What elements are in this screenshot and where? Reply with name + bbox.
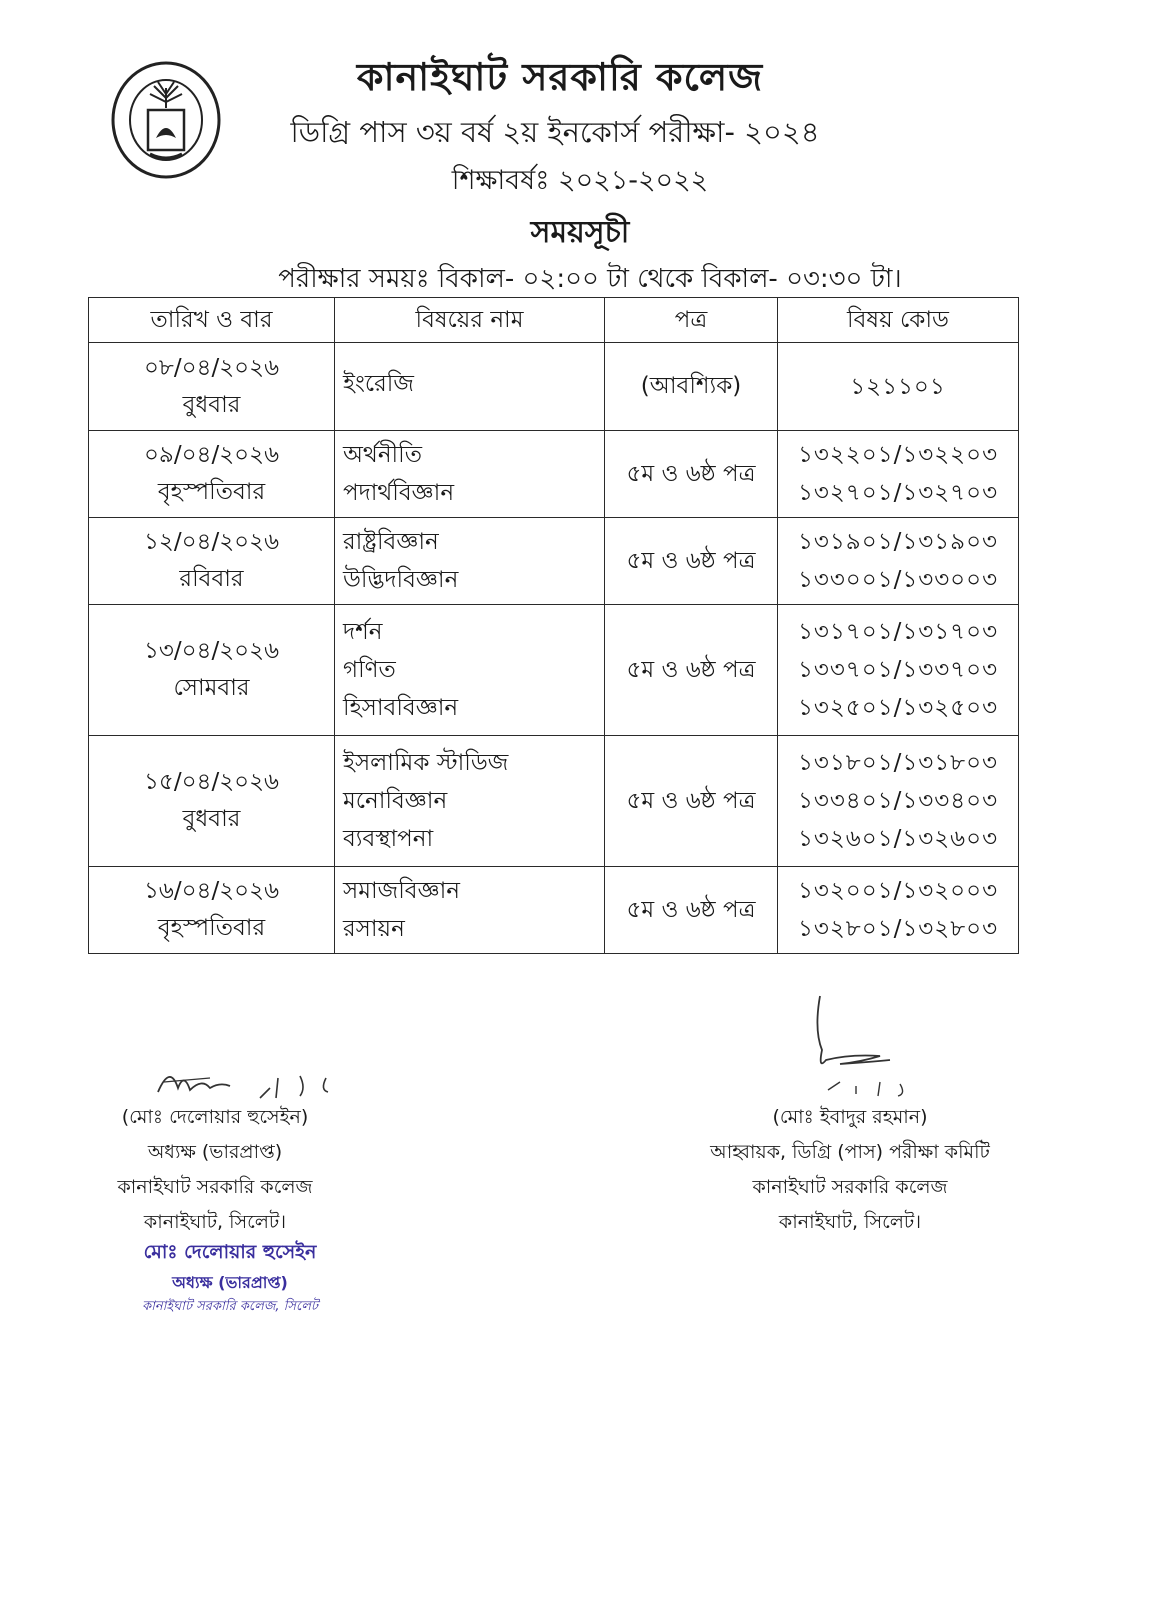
- exam-day: বৃহস্পতিবার: [157, 915, 266, 941]
- exam-date: ১৬/০৪/২০২৬: [143, 878, 280, 904]
- subject-name: রসায়ন: [343, 916, 405, 942]
- exam-date: ১২/০৪/২০২৬: [143, 529, 280, 555]
- column-header: বিষয়ের নাম: [335, 298, 605, 343]
- code-cell: [778, 343, 1019, 431]
- signatory-designation: অধ্যক্ষ (ভারপ্রাপ্ত): [147, 1141, 283, 1163]
- date-cell: [89, 518, 335, 605]
- code-cell: [778, 431, 1019, 518]
- paper: ৫ম ও ৬ষ্ঠ পত্র: [605, 518, 778, 605]
- subject-name: দর্শন: [343, 619, 383, 645]
- subject-cell: [335, 605, 605, 736]
- schedule-heading: সময়সূচী: [530, 215, 630, 250]
- subject-name: অর্থনীতি: [343, 442, 422, 468]
- subject-name: ব্যবস্থাপনা: [343, 826, 434, 852]
- stamp-name: মোঃ দেলোয়ার হুসেইন: [143, 1241, 317, 1263]
- date-cell: [89, 605, 335, 736]
- signatory-institution: কানাইঘাট সরকারি কলেজ: [117, 1176, 313, 1198]
- paper: ৫ম ও ৬ষ্ঠ পত্র: [605, 736, 778, 867]
- subject-name: ইসলামিক স্টাডিজ: [343, 750, 509, 776]
- paper: (আবশ্যিক): [605, 343, 778, 431]
- column-header: তারিখ ও বার: [89, 298, 335, 343]
- exam-day: রবিবার: [179, 566, 244, 592]
- paper: ৫ম ও ৬ষ্ঠ পত্র: [605, 605, 778, 736]
- subject-name: সমাজবিজ্ঞান: [343, 878, 461, 904]
- subject-name: রাষ্ট্রবিজ্ঞান: [343, 529, 439, 555]
- date-cell: [89, 736, 335, 867]
- subject-name: গণিত: [343, 657, 396, 683]
- date-cell: [89, 867, 335, 954]
- subject-name: মনোবিজ্ঞান: [343, 788, 448, 814]
- table-row: [89, 431, 1019, 518]
- signatory-location: কানাইঘাট, সিলেট।: [778, 1211, 922, 1233]
- official-stamp: [100, 1238, 360, 1318]
- subject-name: ইংরেজি: [343, 371, 414, 397]
- signature-block-left: [95, 1100, 335, 1240]
- exam-day: সোমবার: [173, 675, 250, 701]
- exam-day: বুধবার: [182, 806, 241, 832]
- code-cell: [778, 518, 1019, 605]
- signature-block-right: [690, 1100, 1010, 1240]
- table-row: [89, 867, 1019, 954]
- code-cell: [778, 867, 1019, 954]
- exam-date: ১৫/০৪/২০২৬: [143, 769, 280, 795]
- date-cell: [89, 343, 335, 431]
- subject-code: ১৩১৭০১/১৩১৭০৩: [797, 619, 999, 645]
- subject-code: ১৩৩৪০১/১৩৩৪০৩: [797, 788, 999, 814]
- exam-date: ০৯/০৪/২০২৬: [143, 442, 280, 468]
- college-logo-icon: [108, 58, 224, 188]
- exam-title: ডিগ্রি পাস ৩য় বর্ষ ২য় ইনকোর্স পরীক্ষা- ২০২৪: [290, 115, 820, 149]
- signature-right-icon: [800, 990, 940, 1100]
- exam-date: ১৩/০৪/২০২৬: [143, 638, 280, 664]
- column-header: পত্র: [605, 298, 778, 343]
- date-cell: [89, 431, 335, 518]
- signatory-name: (মোঃ দেলোয়ার হুসেইন): [121, 1106, 309, 1128]
- subject-code: ১৩৩০০১/১৩৩০০৩: [797, 567, 999, 593]
- code-cell: [778, 605, 1019, 736]
- subject-name: পদার্থবিজ্ঞান: [343, 480, 455, 506]
- subject-code: ১৩৩৭০১/১৩৩৭০৩: [797, 657, 999, 683]
- subject-code: ১৩২৬০১/১৩২৬০৩: [797, 826, 999, 852]
- signatory-institution: কানাইঘাট সরকারি কলেজ: [752, 1176, 948, 1198]
- exam-day: বুধবার: [182, 391, 241, 418]
- academic-session: শিক্ষাবর্ষঃ ২০২১-২০২২: [451, 165, 709, 196]
- subject-code: ১৩২৫০১/১৩২৫০৩: [797, 695, 999, 721]
- paper: ৫ম ও ৬ষ্ঠ পত্র: [605, 431, 778, 518]
- signatory-name: (মোঃ ইবাদুর রহমান): [772, 1106, 928, 1128]
- table-header-row: [89, 298, 1019, 343]
- signatory-location: কানাইঘাট, সিলেট।: [143, 1211, 287, 1233]
- exam-time: পরীক্ষার সময়ঃ বিকাল- ০২:০০ টা থেকে বিকাল- ০৩:৩০ টা।: [278, 264, 902, 294]
- subject-cell: [335, 431, 605, 518]
- table-row: [89, 518, 1019, 605]
- subject-code: ১৩২৮০১/১৩২৮০৩: [797, 916, 999, 942]
- subject-code: ১৩১৮০১/১৩১৮০৩: [798, 750, 998, 776]
- table-row: [89, 736, 1019, 867]
- paper: ৫ম ও ৬ষ্ঠ পত্র: [605, 867, 778, 954]
- stamp-institution: কানাইঘাট সরকারি কলেজ, সিলেট: [142, 1299, 318, 1314]
- schedule-table: [88, 297, 1019, 954]
- college-name: কানাইঘাট সরকারি কলেজ: [356, 55, 764, 99]
- signatory-designation: আহ্বায়ক, ডিগ্রি (পাস) পরীক্ষা কমিটি: [710, 1141, 990, 1163]
- exam-day: বৃহস্পতিবার: [157, 479, 266, 505]
- subject-code: ১২১১০১: [850, 373, 946, 400]
- table-row: [89, 605, 1019, 736]
- stamp-designation: অধ্যক্ষ (ভারপ্রাপ্ত): [172, 1273, 288, 1292]
- signature-left-icon: [150, 1058, 350, 1104]
- subject-cell: [335, 343, 605, 431]
- table-row: [89, 343, 1019, 431]
- subject-code: ১৩২২০১/১৩২২০৩: [797, 442, 999, 468]
- subject-cell: [335, 867, 605, 954]
- column-header: বিষয় কোড: [778, 298, 1019, 343]
- subject-name: উদ্ভিদবিজ্ঞান: [343, 567, 459, 593]
- exam-date: ০৮/০৪/২০২৬: [143, 354, 280, 381]
- subject-cell: [335, 736, 605, 867]
- subject-cell: [335, 518, 605, 605]
- code-cell: [778, 736, 1019, 867]
- subject-name: হিসাববিজ্ঞান: [343, 695, 459, 721]
- subject-code: ১৩১৯০১/১৩১৯০৩: [798, 529, 998, 555]
- subject-code: ১৩২৭০১/১৩২৭০৩: [797, 480, 999, 506]
- subject-code: ১৩২০০১/১৩২০০৩: [797, 878, 999, 904]
